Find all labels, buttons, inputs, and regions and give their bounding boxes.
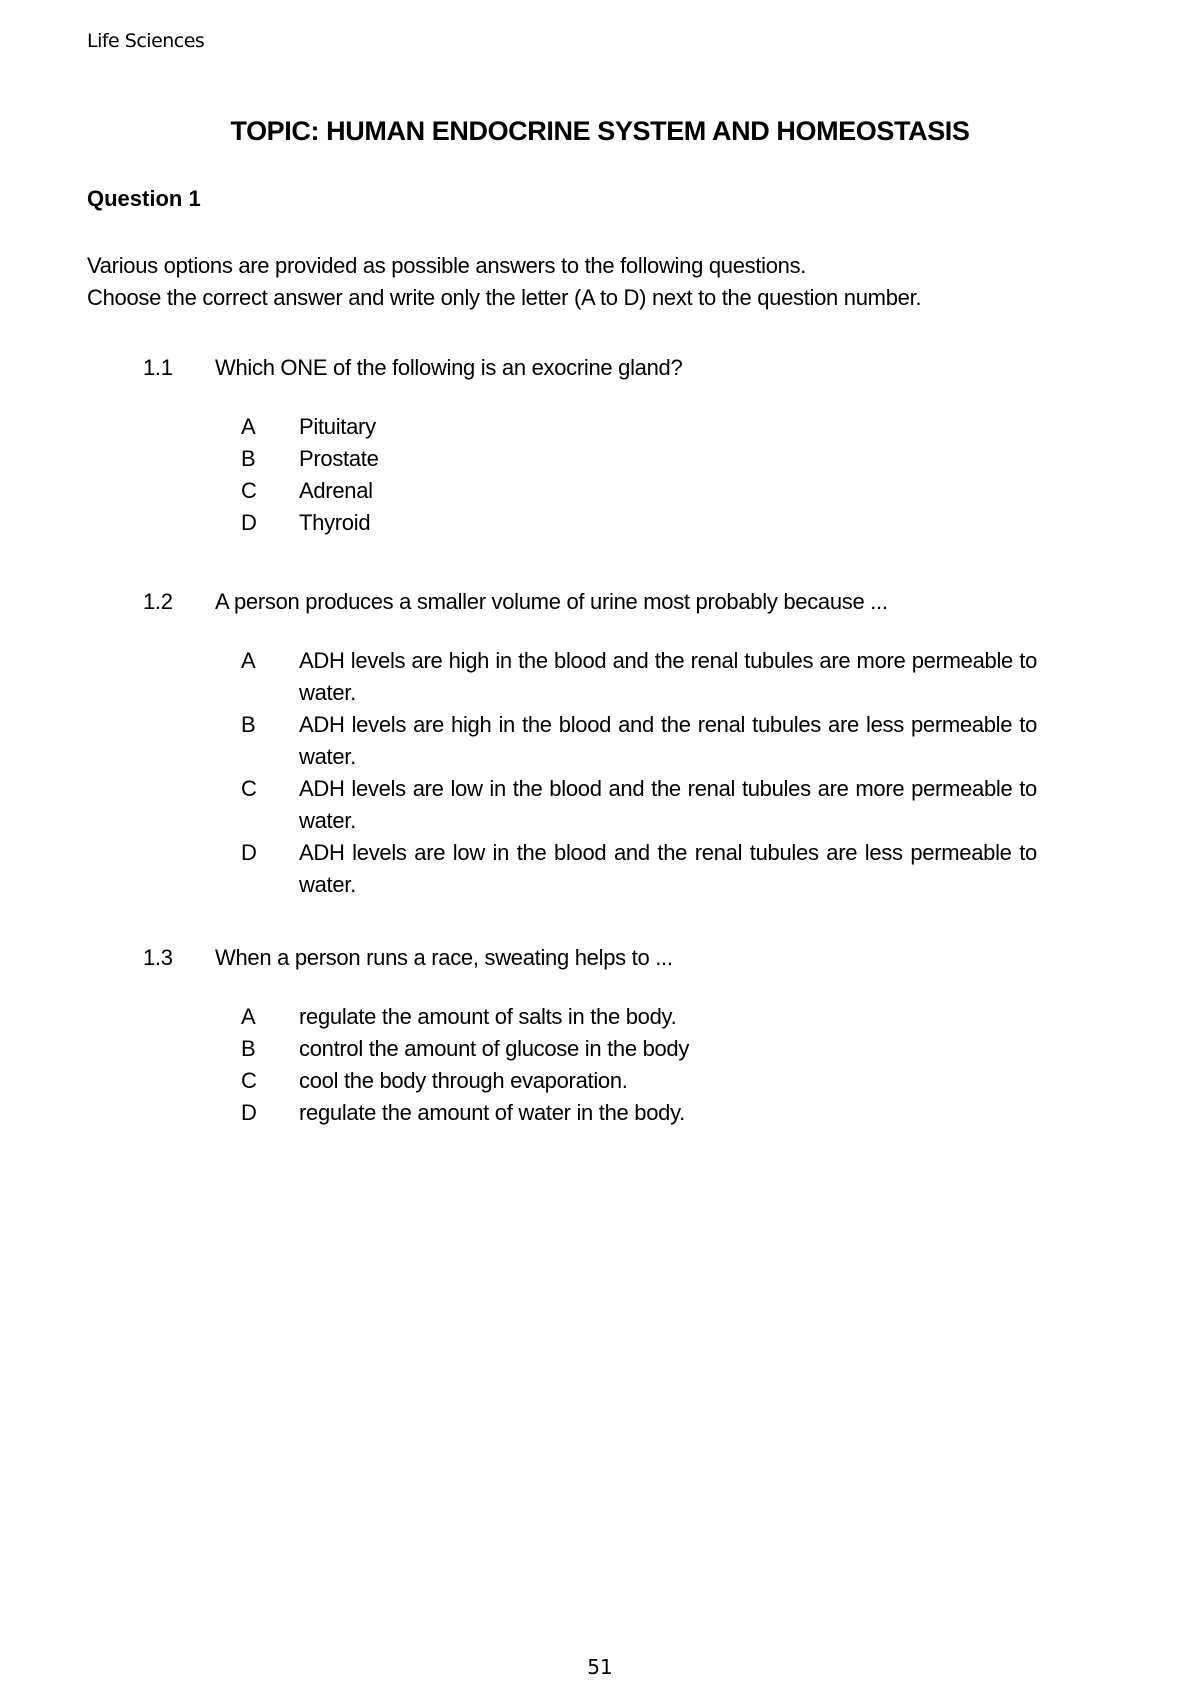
question-number: 1.1 [143,355,173,380]
option-letter: A [241,1004,256,1029]
topic-title: TOPIC: HUMAN ENDOCRINE SYSTEM AND HOMEOSTASIS [230,116,970,146]
instructions-line-1: Various options are provided as possible answers to the following questions. [87,253,807,278]
option-a [241,411,1041,443]
option-text: Prostate [299,446,379,471]
page-header-subject: Life Sciences [87,30,205,52]
option-letter: C [241,478,257,503]
option-text: Pituitary [299,414,376,439]
question-text: A person produces a smaller volume of urine most probably because ... [215,589,888,614]
question-number: 1.2 [143,589,173,614]
page-number: 51 [587,1655,613,1679]
option-letter: B [241,446,256,471]
option-text: ADH levels are high in the blood and the renal tubules are more permeable to water. [299,648,1037,705]
option-b [241,1033,1041,1065]
option-d [241,837,1041,901]
option-text: Thyroid [299,510,371,535]
question-stem [143,945,1043,971]
option-text: Adrenal [299,478,373,503]
options-list [241,411,1041,539]
instructions [87,250,1087,314]
option-text: control the amount of glucose in the body [299,1036,690,1061]
question-stem [143,355,1043,381]
options-list [241,645,1041,901]
option-letter: D [241,1100,257,1125]
option-letter: B [241,1036,256,1061]
question-text: Which ONE of the following is an exocrine gland? [215,355,683,380]
option-a [241,645,1041,709]
option-letter: C [241,776,257,801]
question-1-3 [143,945,1043,1129]
option-letter: D [241,510,257,535]
question-1-1 [143,355,1043,539]
question-heading: Question 1 [87,186,201,211]
option-d [241,1097,1041,1129]
option-text: regulate the amount of water in the body. [299,1100,685,1125]
options-list [241,1001,1041,1129]
option-a [241,1001,1041,1033]
option-c [241,1065,1041,1097]
option-text: regulate the amount of salts in the body. [299,1004,677,1029]
question-number: 1.3 [143,945,173,970]
option-letter: D [241,840,257,865]
option-text: cool the body through evaporation. [299,1068,628,1093]
option-text: ADH levels are low in the blood and the renal tubules are less permeable to water. [299,840,1037,897]
question-stem [143,589,1043,615]
option-text: ADH levels are high in the blood and the renal tubules are less permeable to water. [299,712,1037,769]
option-c [241,773,1041,837]
option-letter: B [241,712,256,737]
instructions-line-2: Choose the correct answer and write only the letter (A to D) next to the question number. [87,285,922,310]
option-b [241,443,1041,475]
question-text: When a person runs a race, sweating helps to ... [215,945,673,970]
option-b [241,709,1041,773]
option-letter: C [241,1068,257,1093]
option-d [241,507,1041,539]
option-letter: A [241,414,256,439]
question-1-2 [143,589,1043,901]
option-letter: A [241,648,256,673]
option-c [241,475,1041,507]
option-text: ADH levels are low in the blood and the renal tubules are more permeable to water. [299,776,1037,833]
